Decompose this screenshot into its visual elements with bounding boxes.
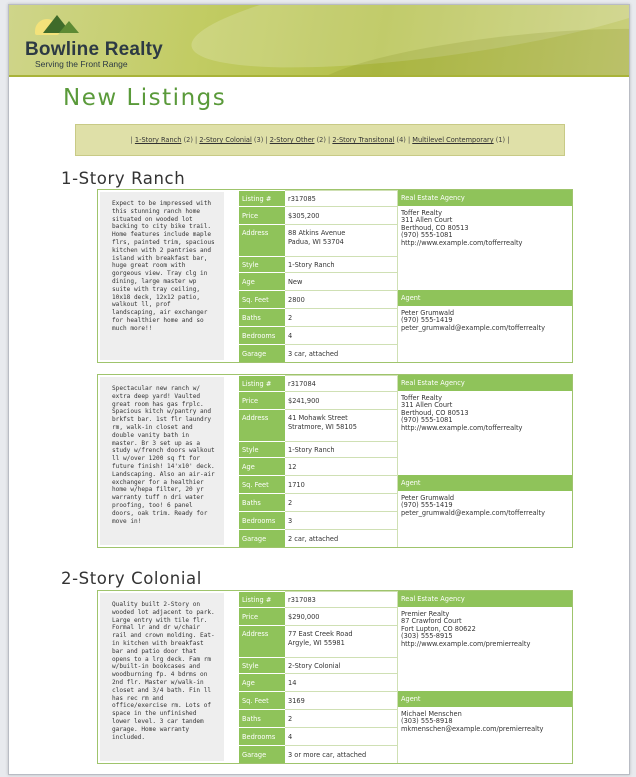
- listing-age: 12: [285, 457, 398, 475]
- listing-bedrooms: 4: [285, 727, 398, 745]
- listing-baths: 2: [285, 493, 398, 511]
- listing-number: r317085: [285, 190, 398, 206]
- nav-link-2-story-transitonal[interactable]: 2-Story Transitonal: [332, 136, 395, 144]
- listing-baths: 2: [285, 308, 398, 326]
- mountain-small-icon: [59, 21, 79, 33]
- listing-bedrooms: 3: [285, 511, 398, 529]
- agency-info: Toffer Realty 311 Allen Court Berthoud, CO 80513 (970) 555-1081 http://www.example.com/tofferrealty: [401, 209, 523, 247]
- nav-link-1-story-ranch[interactable]: 1-Story Ranch: [134, 136, 182, 144]
- page-frame: [8, 4, 630, 775]
- listing-card: Expect to be impressed with this stunning ranch home situated on wooded lot backing to city bike trail. Home features include maple flrs, painted trim, spacious kitchen with 2 pantries and island with breakfast bar, huge great room with gorgeous view. Tray clg in dining, large master wp suite with tray ceiling, 10x18 deck, 12x12 patio, walkout ll, prof landscaping, air exchanger for healthier home and so much more!! Listing # r317085 Price $305,200 Address 88 Atkins Avenue Padua, WI 53704 Style 1-Story Ranch Age New Sq. Feet 2800 Baths 2 Bedrooms 4 Garage 3 car, attached Real Estate Agency Toffer Realty 311 Allen Court Berthoud, CO 80513 (970) 555-1081 http://www.example.com/tofferrealty Agent Peter Grumwald (970) 555-1419 peter_grumwald@example.com/tofferrealty: [97, 189, 573, 363]
- agency-info: Premier Realty 87 Crawford Court Fort Lupton, CO 80622 (303) 555-8915 http://www.example.com/premierrealty: [401, 610, 531, 648]
- nav-link-multilevel-contemporary[interactable]: Multilevel Contemporary: [412, 136, 494, 144]
- listing-sqft: 1710: [285, 475, 398, 493]
- listing-sqft: 3169: [285, 691, 398, 709]
- brand-name[interactable]: Bowline Realty: [25, 39, 163, 60]
- listing-card: Quality built 2-Story on wooded lot adjacent to park. Large entry with tile flr. Formal lr and dr w/chair rail and crown molding. Eat-in kitchen with breakfast bar and patio door that opens to a lrg deck. Fam rm w/built-in bookcases and woodburning fp. 4 bdrms on 2nd flr. Master w/walk-in closet and 3/4 bath. Fin ll has rec rm and office/exercise rm. Lots of space in the unfinished lower level. 3 car tandem garage. Home warranty included. Listing # r317083 Price $290,000 Address 77 East Creek Road Argyle, WI 55981 Style 2-Story Colonial Age 14 Sq. Feet 3169 Baths 2 Bedrooms 4 Garage 3 or more car, attached Real Estate Agency Premier Realty 87 Crawford Court Fort Lupton, CO 80622 (303) 555-8915 http://www.example.com/premierrealty Agent Michael Menschen (303) 555-8918 mkmenschen@example.com/premierrealty: [97, 590, 573, 764]
- listing-number: r317083: [285, 591, 398, 607]
- listing-description: Spectacular new ranch w/ extra deep yard! Vaulted great room has gas frplc. Spacious kitch w/pantry and brkfst bar. 1st flr laundry rm, walk-in closet and double vanity bath in master. Br 3 set up as a study w/french doors walkout ll w/over 1200 sq ft for future finish! 14'x10' deck. Landscaping. Also an air-air exchanger for a healthier home w/hepa filter, 20 yr warranty tuff n dri water proofing, too! 6 panel doors, oak trim. Ready for move in!: [100, 377, 224, 545]
- page-title: New Listings: [63, 85, 227, 111]
- listing-age: New: [285, 272, 398, 290]
- section-title: 1-Story Ranch: [61, 169, 186, 188]
- nav-link-2-story-other[interactable]: 2-Story Other: [269, 136, 315, 144]
- listing-description: Expect to be impressed with this stunning ranch home situated on wooded lot backing to city bike trail. Home features include maple flrs, painted trim, spacious kitchen with 2 pantries and island with breakfast bar, huge great room with gorgeous view. Tray clg in dining, large master wp suite with tray ceiling, 10x18 deck, 12x12 patio, walkout ll, prof landscaping, air exchanger for healthier home and so much more!!: [100, 192, 224, 360]
- nav-link-2-story-colonial[interactable]: 2-Story Colonial: [199, 136, 252, 144]
- listing-address: 41 Mohawk Street Stratmore, WI 58105: [285, 409, 398, 441]
- agent-info: Peter Grumwald (970) 555-1419 peter_grumwald@example.com/tofferrealty: [401, 494, 546, 517]
- section-title: 2-Story Colonial: [61, 569, 202, 588]
- header-banner: [9, 5, 629, 77]
- listing-description: Quality built 2-Story on wooded lot adjacent to park. Large entry with tile flr. Formal lr and dr w/chair rail and crown molding. Eat-in kitchen with breakfast bar and patio door that opens to a lrg deck. Fam rm w/built-in bookcases and woodburning fp. 4 bdrms on 2nd flr. Master w/walk-in closet and 3/4 bath. Fin ll has rec rm and office/exercise rm. Lots of space in the unfinished lower level. 3 car tandem garage. Home warranty included.: [100, 593, 224, 761]
- listing-address: 77 East Creek Road Argyle, WI 55981: [285, 625, 398, 657]
- listing-price: $290,000: [285, 607, 398, 625]
- listing-baths: 2: [285, 709, 398, 727]
- agency-info: Toffer Realty 311 Allen Court Berthoud, CO 80513 (970) 555-1081 http://www.example.com/tofferrealty: [401, 394, 523, 432]
- category-nav: | 1-Story Ranch (2) | 2-Story Colonial (3) | 2-Story Other (2) | 2-Story Transitonal (4) | Multilevel Contemporary (1) |: [75, 124, 565, 156]
- listing-number: r317084: [285, 375, 398, 391]
- listing-bedrooms: 4: [285, 326, 398, 344]
- listing-address: 88 Atkins Avenue Padua, WI 53704: [285, 224, 398, 256]
- listing-garage: 2 car, attached: [285, 529, 398, 547]
- listing-sqft: 2800: [285, 290, 398, 308]
- listing-age: 14: [285, 673, 398, 691]
- agent-info: Michael Menschen (303) 555-8918 mkmenschen@example.com/premierrealty: [401, 710, 544, 733]
- listing-garage: 3 car, attached: [285, 344, 398, 362]
- listing-garage: 3 or more car, attached: [285, 745, 398, 763]
- listing-style: 2-Story Colonial: [285, 657, 398, 673]
- brand-tagline: Serving the Front Range: [35, 59, 128, 69]
- listing-price: $241,900: [285, 391, 398, 409]
- listing-style: 1-Story Ranch: [285, 256, 398, 272]
- listing-style: 1-Story Ranch: [285, 441, 398, 457]
- agent-info: Peter Grumwald (970) 555-1419 peter_grumwald@example.com/tofferrealty: [401, 309, 546, 332]
- listing-card: Spectacular new ranch w/ extra deep yard! Vaulted great room has gas frplc. Spacious kitch w/pantry and brkfst bar. 1st flr laundry rm, walk-in closet and double vanity bath in master. Br 3 set up as a study w/french doors walkout ll w/over 1200 sq ft for future finish! 14'x10' deck. Landscaping. Also an air-air exchanger for a healthier home w/hepa filter, 20 yr warranty tuff n dri water proofing, too! 6 panel doors, oak trim. Ready for move in! Listing # r317084 Price $241,900 Address 41 Mohawk Street Stratmore, WI 58105 Style 1-Story Ranch Age 12 Sq. Feet 1710 Baths 2 Bedrooms 3 Garage 2 car, attached Real Estate Agency Toffer Realty 311 Allen Court Berthoud, CO 80513 (970) 555-1081 http://www.example.com/tofferrealty Agent Peter Grumwald (970) 555-1419 peter_grumwald@example.com/tofferrealty: [97, 374, 573, 548]
- listing-price: $305,200: [285, 206, 398, 224]
